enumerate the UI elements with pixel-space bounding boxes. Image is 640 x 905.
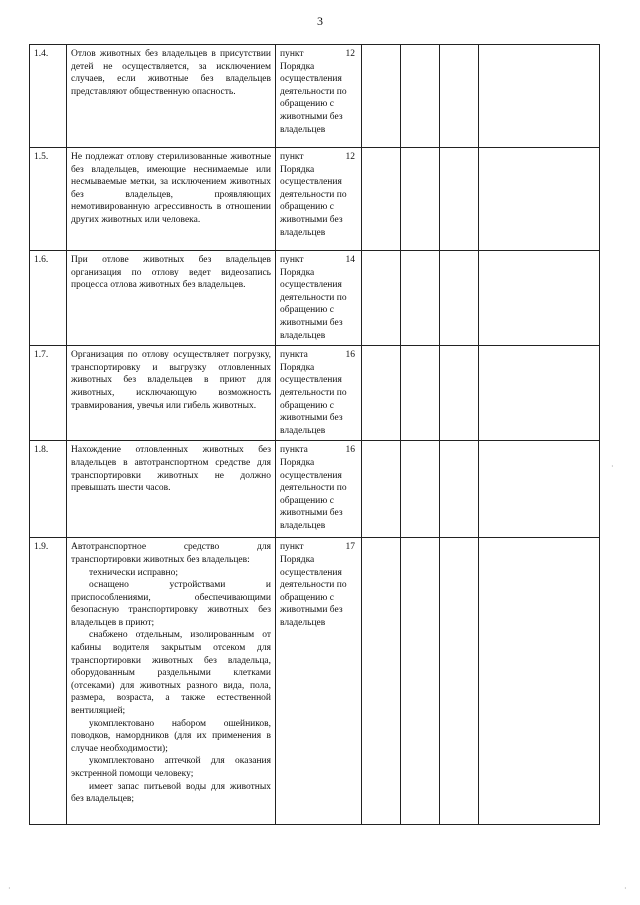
row-number: 1.6. <box>30 251 67 346</box>
answer-cell-na[interactable] <box>440 538 479 825</box>
answer-cell-yes[interactable] <box>362 251 401 346</box>
reference-number: 16 <box>345 445 355 456</box>
reference-text: Порядка осуществления деятельности по обращению с животными без владельцев <box>280 267 347 341</box>
answer-cell-na[interactable] <box>440 346 479 441</box>
answer-cell-na[interactable] <box>440 45 479 148</box>
requirement-list-item: снабжено отдельным, изолированным от кабины водителя закрытым отсеком для транспортировки животных без владельца, оборудованным раздельными клетками (отсеками) для животных разного вида, пола, размера, возраста, а также естественной вентиляцией; <box>71 630 271 717</box>
reference-text: Порядка осуществления деятельности по обращению с животными без владельцев <box>280 164 347 238</box>
reference-text: Порядка осуществления деятельности по обращению с животными без владельцев <box>280 362 347 436</box>
requirement-text <box>67 538 276 825</box>
notes-cell[interactable] <box>479 45 600 148</box>
answer-cell-na[interactable] <box>440 441 479 538</box>
row-number: 1.4. <box>30 45 67 148</box>
requirement-text: При отлове животных без владельцев организация по отлову ведет видеозапись процесса отлова животных без владельцев. <box>67 251 276 346</box>
scan-speck: · <box>8 884 11 893</box>
answer-cell-yes[interactable] <box>362 148 401 251</box>
reference-number: 14 <box>345 255 355 265</box>
answer-cell-no[interactable] <box>401 45 440 148</box>
reference-word: пункта <box>280 445 308 456</box>
table-row <box>30 45 600 148</box>
legal-reference <box>276 441 362 538</box>
row-number: 1.8. <box>30 441 67 538</box>
reference-word: пункт <box>280 542 304 553</box>
answer-cell-na[interactable] <box>440 148 479 251</box>
answer-cell-no[interactable] <box>401 148 440 251</box>
requirements-table <box>29 44 600 825</box>
legal-reference <box>276 45 362 148</box>
requirement-text: Нахождение отловленных животных без владельцев в автотранспортном средстве для транспортировки животных не должно превышать шести часов. <box>67 441 276 538</box>
reference-text: Порядка осуществления деятельности по обращению с животными без владельцев <box>280 554 347 628</box>
requirement-text: Отлов животных без владельцев в присутствии детей не осуществляется, за исключением случаев, если животные без владельцев представляют общественную опасность. <box>67 45 276 148</box>
answer-cell-no[interactable] <box>401 346 440 441</box>
legal-reference <box>276 251 362 346</box>
answer-cell-yes[interactable] <box>362 45 401 148</box>
notes-cell[interactable] <box>479 148 600 251</box>
reference-word: пункт <box>280 152 304 162</box>
table-row <box>30 538 600 825</box>
requirement-list-item: укомплектовано набором ошейников, поводков, намордников (для их применения в случае необходимости); <box>71 718 271 754</box>
notes-cell[interactable] <box>479 251 600 346</box>
reference-number: 12 <box>345 49 355 59</box>
answer-cell-na[interactable] <box>440 251 479 346</box>
requirement-list-item: имеет запас питьевой воды для животных без владельцев; <box>71 781 271 805</box>
notes-cell[interactable] <box>479 441 600 538</box>
answer-cell-no[interactable] <box>401 251 440 346</box>
answer-cell-no[interactable] <box>401 538 440 825</box>
reference-word: пункта <box>280 350 308 361</box>
reference-text: Порядка осуществления деятельности по обращению с животными без владельцев <box>280 457 347 531</box>
table-row <box>30 251 600 346</box>
reference-number: 16 <box>345 350 355 361</box>
legal-reference <box>276 148 362 251</box>
requirement-intro: Автотранспортное средство для транспортировки животных без владельцев: <box>71 542 271 565</box>
reference-word: пункт <box>280 255 304 265</box>
requirement-list-item: укомплектовано аптечкой для оказания экстренной помощи человеку; <box>71 756 271 779</box>
answer-cell-no[interactable] <box>401 441 440 538</box>
table-row <box>30 346 600 441</box>
requirement-text: Не подлежат отлову стерилизованные животные без владельцев, имеющие неснимаемые или несмываемые метки, за исключением животных без владельцев, проявляющих немотивированную агрессивность в отношении других животных или человека. <box>67 148 276 251</box>
requirement-list-item: оснащено устройствами и приспособлениями, обеспечивающими безопасную транспортировку животных без владельцев в приют; <box>71 580 271 628</box>
answer-cell-yes[interactable] <box>362 346 401 441</box>
answer-cell-yes[interactable] <box>362 538 401 825</box>
table-row <box>30 441 600 538</box>
notes-cell[interactable] <box>479 346 600 441</box>
scan-speck: · <box>611 462 614 471</box>
requirement-text: Организация по отлову осуществляет погрузку, транспортировку и выгрузку отловленных животных без владельцев в приют для животных, исключающую возможность травмирования, увечья или гибель животных. <box>67 346 276 441</box>
answer-cell-yes[interactable] <box>362 441 401 538</box>
notes-cell[interactable] <box>479 538 600 825</box>
row-number: 1.9. <box>30 538 67 825</box>
row-number: 1.5. <box>30 148 67 251</box>
table-row <box>30 148 600 251</box>
reference-text: Порядка осуществления деятельности по обращению с животными без владельцев <box>280 61 347 135</box>
reference-word: пункт <box>280 49 304 59</box>
row-number: 1.7. <box>30 346 67 441</box>
scan-speck: · <box>624 884 627 893</box>
page-number: 3 <box>317 14 323 28</box>
legal-reference <box>276 346 362 441</box>
reference-number: 17 <box>345 542 355 553</box>
legal-reference <box>276 538 362 825</box>
requirement-list-item: технически исправно; <box>89 567 178 578</box>
reference-number: 12 <box>345 152 355 162</box>
